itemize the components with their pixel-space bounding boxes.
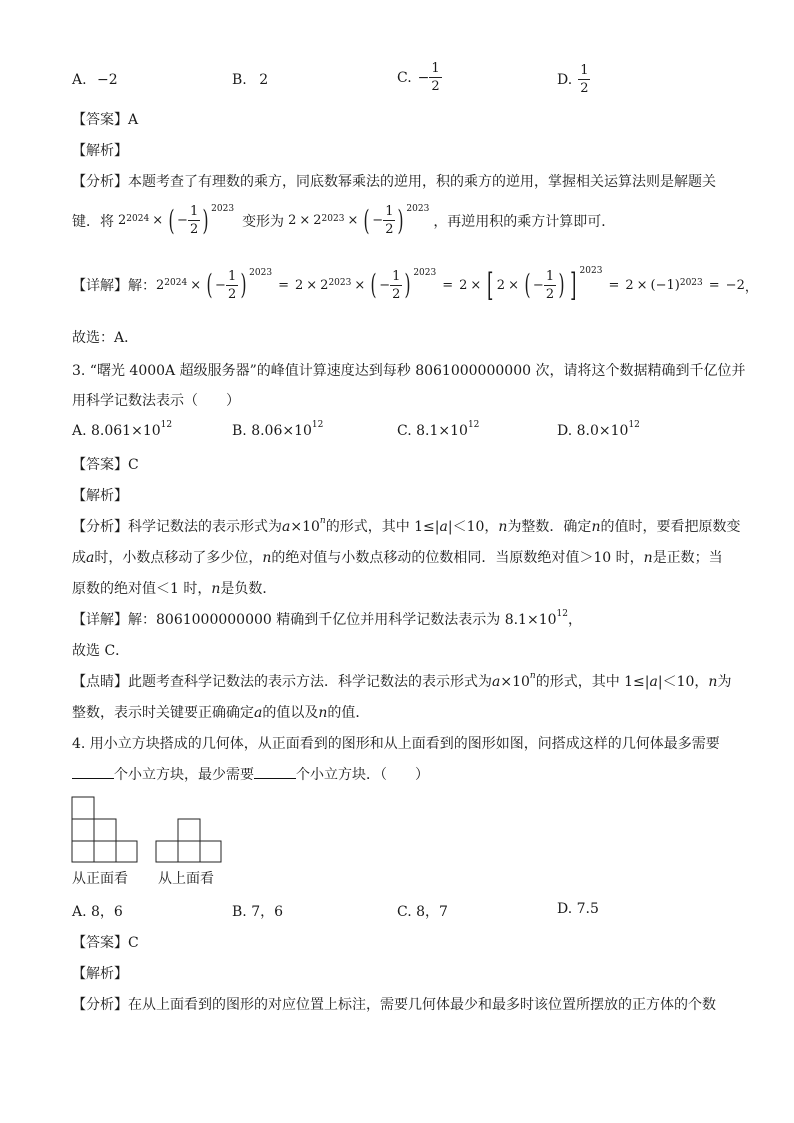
q3-option-a: A. $8.061\times 10^{12}$ xyxy=(72,420,173,439)
q3-conclusion: 故选 C． xyxy=(72,643,130,659)
q4-option-c: C. 8，7 xyxy=(397,904,448,920)
q2-conclusion: 故选：A． xyxy=(72,330,139,346)
q2-fenxi-line2: 键．将 2 $^{2024}$ × ( − $\frac{1}{2}$ ) $^{2023}$ 变形为 2 × 2 $^{2023}$ × ( − $\frac{1}{2}$ ) $^{2023}$ ，再逆用积的乘方计算即可． xyxy=(72,203,616,237)
formula-original: 2 $^{2024}$ × ( − $\frac{1}{2}$ ) $^{2023}$ xyxy=(118,203,235,237)
formula-transformed: 2 × 2 $^{2023}$ × ( − $\frac{1}{2}$ ) $^{2023}$ xyxy=(288,203,430,237)
q4-option-b: B. 7，6 xyxy=(232,904,284,920)
q3-answer: 【答案】C xyxy=(72,457,139,473)
fill-blank xyxy=(72,766,114,779)
top-view-caption: 从上面看 xyxy=(158,871,214,887)
fraction: $\frac{1}{2}$ xyxy=(431,61,440,94)
q3-fenxi-line2: 成a时，小数点移动了多少位，n的绝对值与小数点移动的位数相同．当原数绝对值＞10 时，n是正数；当 xyxy=(72,550,723,566)
front-view-figure xyxy=(70,795,140,865)
q3-dianjing-line2: 整数，表示时关键要正确确定a的值以及n的值． xyxy=(72,705,370,721)
q3-analysis-heading: 【解析】 xyxy=(72,488,128,504)
front-view-caption: 从正面看 xyxy=(72,871,128,887)
q2-option-d: D. $\frac{1}{2}$ xyxy=(557,63,589,96)
q3-option-c: C. $8.1\times 10^{12}$ xyxy=(397,420,480,439)
q2-option-b: B. 2 xyxy=(232,72,269,88)
q4-option-a: A. 8，6 xyxy=(72,904,123,920)
formula-solution: 2 $^{2024}$ × ( − $\frac{1}{2}$ ) $^{2023}$ = 2 × 2 $^{2023}$ × ( − $\frac{1}{2}$ ) $^{2023}$ = 2 × [ 2 × ( − $\frac{1}{2}$ ) ] $^{2023}$ = 2 × ( −1 ) $^{2023}$ = −2 ， xyxy=(156,266,758,304)
q4-fenxi-line1: 【分析】在从上面看到的图形的对应位置上标注，需要几何体最少和最多时该位置所摆放的正方体的个数 xyxy=(72,997,716,1013)
fraction: $\frac{1}{2}$ xyxy=(580,63,589,96)
q4-stem-line1: 4. 用小立方块搭成的几何体，从正面看到的图形和从上面看到的图形如图，问搭成这样的几何体最多需要 xyxy=(72,736,720,752)
q4-option-d: D. 7.5 xyxy=(557,901,599,917)
q2-analysis-heading: 【解析】 xyxy=(72,143,128,159)
q3-dianjing-line1: 【点睛】此题考查科学记数法的表示方法．科学记数法的表示形式为$a\times 10^n$的形式，其中 1≤|a|＜10，n为 xyxy=(72,671,732,690)
q3-xiangjie: 【详解】解：8061000000000 精确到千亿位并用科学记数法表示为 $8.1\times 10^{12}$， xyxy=(72,609,582,628)
q3-option-b: B. $8.06\times 10^{12}$ xyxy=(232,420,324,439)
fill-blank xyxy=(254,766,296,779)
top-view-figure xyxy=(154,817,224,865)
q3-stem-line2: 用科学记数法表示（ ） xyxy=(72,393,240,409)
q2-xiangjie: 【详解】 解： 2 $^{2024}$ × ( − $\frac{1}{2}$ ) $^{2023}$ = 2 × 2 $^{2023}$ × ( − $\frac{1}{2}$ ) $^{2023}$ = 2 × [ 2 × ( − $\frac{1}{2}$ ) ] $^{2023}$ = 2 × ( −1 ) $^{2023}$ = −2 ， xyxy=(72,266,758,304)
q2-answer: 【答案】A xyxy=(72,112,139,128)
q2-option-c: C. − $\frac{1}{2}$ xyxy=(397,61,440,94)
q3-stem-line1: 3. “曙光 4000A 超级服务器”的峰值计算速度达到每秒 8061000000000 次，请将这个数据精确到千亿位并 xyxy=(72,363,746,379)
q2-fenxi-line1: 【分析】本题考查了有理数的乘方，同底数幂乘法的逆用，积的乘方的逆用，掌握相关运算法则是解题关 xyxy=(72,174,716,190)
q4-answer: 【答案】C xyxy=(72,935,139,951)
q3-fenxi-line3: 原数的绝对值＜1 时，n是负数． xyxy=(72,581,277,597)
q4-stem-line2: 个小立方块，最少需要 个小立方块．（ ） xyxy=(72,764,429,784)
q3-option-d: D. $8.0\times 10^{12}$ xyxy=(557,420,640,439)
q2-option-a: A. −2 xyxy=(72,72,118,88)
q4-analysis-heading: 【解析】 xyxy=(72,966,128,982)
q3-fenxi-line1: 【分析】科学记数法的表示形式为$a\times 10^n$的形式，其中 1≤|a|＜10，n为整数．确定n的值时，要看把原数变 xyxy=(72,516,741,535)
